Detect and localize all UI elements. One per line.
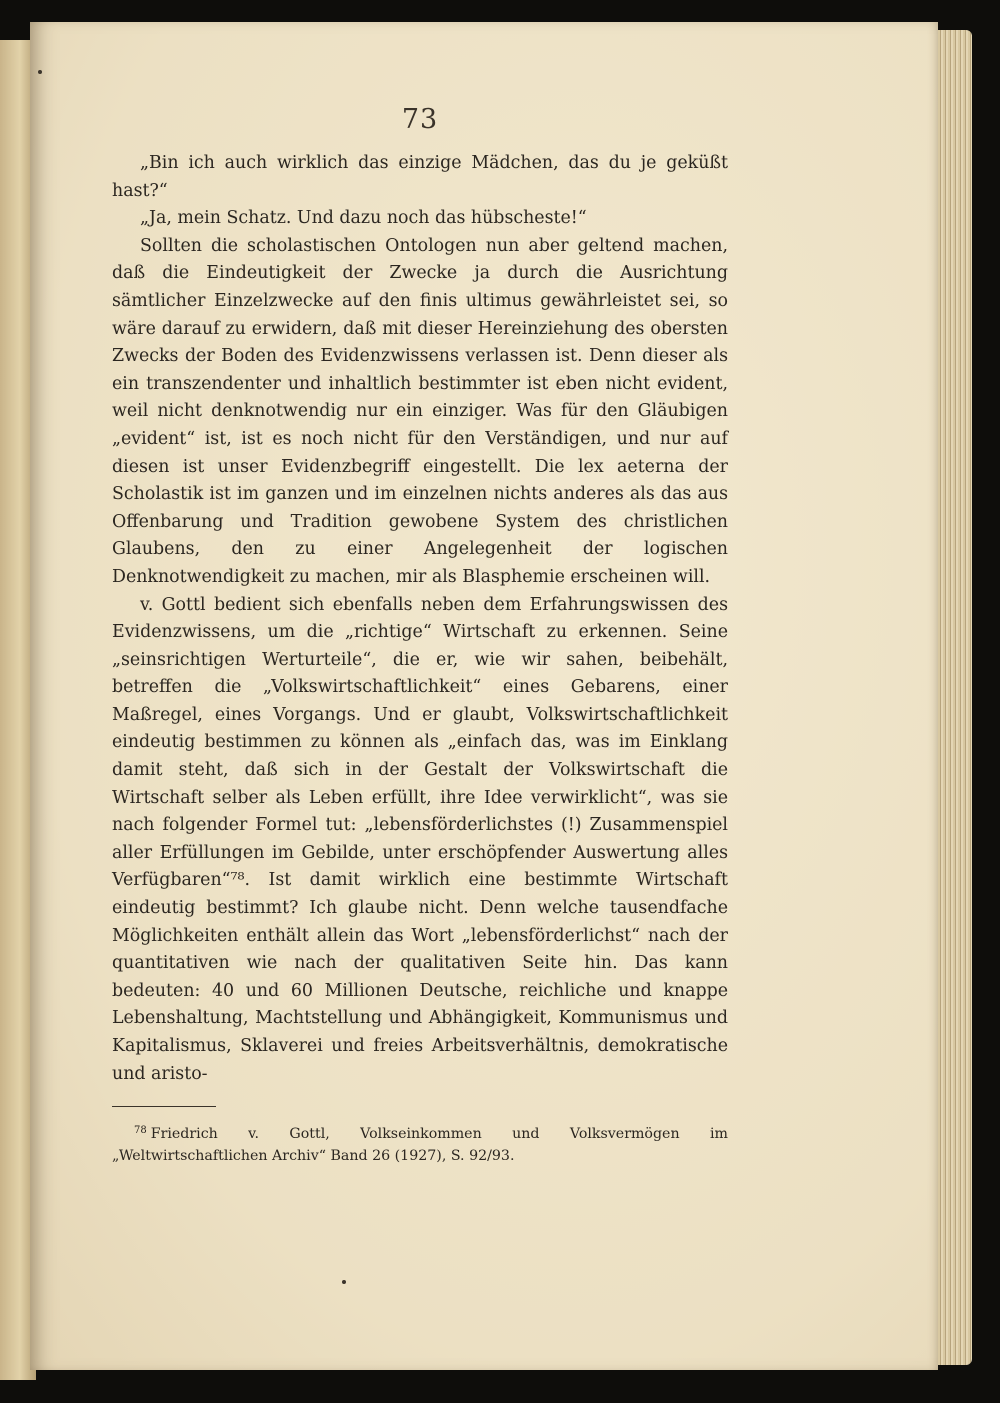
footnote-marker: 78 — [134, 1125, 147, 1136]
page-number: 73 — [401, 104, 439, 135]
paragraph: v. Gottl bedient sich ebenfalls neben dem Erfahrungswissen des Evidenzwissens, um die „richtige“ Wirtschaft zu erkennen. Seine „seinsrichtigen Werturteile“, die er, wie wir sahen, beibehält, betreffen die „Volkswirtschaftlichkeit“ eines Gebarens, einer Maßregel, eines Vorgangs. Und er glaubt, Volkswirtschaftlichkeit eindeutig bestimmen zu können als „einfach das, was im Einklang damit steht, daß sich in der Gestalt der Volkswirtschaft die Wirtschaft selber als Leben erfüllt, ihre Idee verwirklicht“, was sie nach folgender Formel tut: „lebensförderlichstes (!) Zusammenspiel aller Erfüllungen im Gebilde, unter erschöpfender Auswertung alles Verfügbaren“⁷⁸. Ist damit wirklich eine bestimmte Wirtschaft eindeutig bestimmt? Ich glaube nicht. Denn welche tausendfache Möglichkeiten enthält allein das Wort „lebensförderlichst“ nach der quantitativen wie nach der qualitativen Seite hin. Das kann bedeuten: 40 und 60 Millionen Deutsche, reichliche und knappe Lebenshaltung, Machtstellung und Abhängigkeit, Kommunismus und Kapitalismus, Sklaverei und freies Arbeitsverhältnis, demokratische und aristo- — [112, 594, 728, 1084]
speck-mark — [38, 70, 42, 74]
page-text — [112, 100, 728, 1088]
paragraph: Sollten die scholastischen Ontologen nun aber geltend machen, daß die Eindeutigkeit der Zwecke ja durch die Ausrichtung sämtlicher Einzelzwecke auf den finis ultimus gewährleistet sei, so wäre darauf zu erwidern, daß mit dieser Hereinziehung des obersten Zwecks der Boden des Evidenzwissens verlassen ist. Denn dieser als ein transzendenter und inhaltlich bestimmter ist eben nicht evident, weil nicht denknotwendig nur ein einziger. Was für den Gläubigen „evident“ ist, ist es noch nicht für den Verständigen, und nur auf diesen ist unser Evidenzbegriff eingestellt. Die lex aeterna der Scholastik ist im ganzen und im einzelnen nichts anderes als das aus Offenbarung und Tradition gewobene System des christlichen Glaubens, den zu einer Angelegenheit der logischen Denknotwendigkeit zu machen, mir als Blasphemie erscheinen will. — [112, 235, 728, 587]
footnote-divider — [112, 1106, 216, 1107]
footnote-text: Friedrich v. Gottl, Volkseinkommen und Volksvermögen im „Weltwirtschaftlichen Archiv“ Band 26 (1927), S. 92/93. — [112, 1126, 728, 1164]
speck-mark — [342, 1280, 346, 1284]
footnote — [112, 1120, 728, 1167]
paragraph: „Bin ich auch wirklich das einzige Mädchen, das du je geküßt hast?“ — [112, 153, 728, 201]
paragraph: „Ja, mein Schatz. Und dazu noch das hübscheste!“ — [140, 208, 587, 229]
